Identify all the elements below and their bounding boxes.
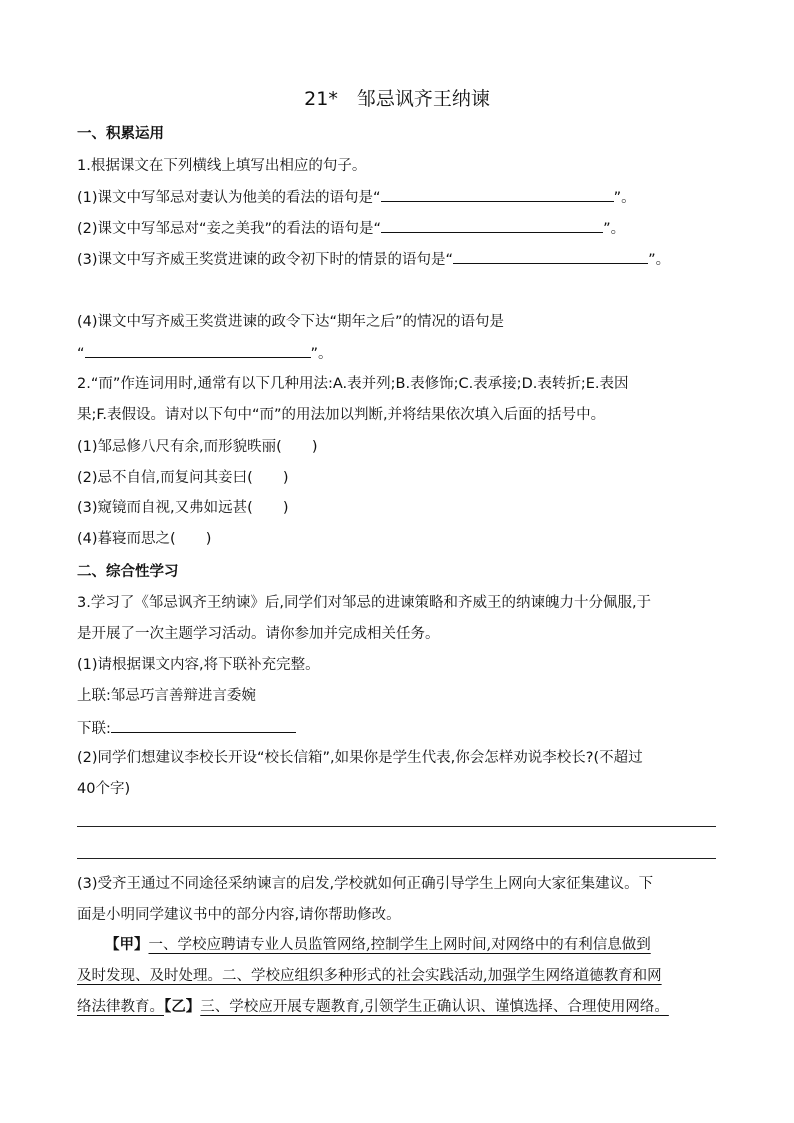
passage-line-3: 络法律教育。【乙】三、学校应开展专题教育,引领学生正确认识、谨慎选择、合理使用网络。 bbox=[77, 998, 669, 1015]
passage-line-1: 【甲】一、学校应聘请专业人员监管网络,控制学生上网时间,对网络中的有利信息做到 bbox=[105, 936, 651, 953]
question-1-item-1: (1)课文中写邹忌对妻认为他美的看法的语句是“ ”。 bbox=[77, 186, 636, 208]
fill-blank-1[interactable] bbox=[381, 186, 614, 202]
question-1-item-3: (3)课文中写齐威王奖赏进谏的政令初下时的情景的语句是“ ”。 bbox=[77, 248, 670, 270]
section-heading-comprehensive: 二、综合性学习 bbox=[77, 564, 179, 580]
question-3-stem-line-2: 是开展了一次主题学习活动。请你参加并完成相关任务。 bbox=[77, 626, 440, 642]
answer-line-1[interactable] bbox=[77, 826, 716, 827]
fill-blank-2[interactable] bbox=[381, 217, 603, 233]
question-1-stem: 1.根据课文在下列横线上填写出相应的句子。 bbox=[77, 158, 367, 174]
question-2-item-3: (3)窥镜而自视,又弗如远甚( ) bbox=[77, 500, 289, 516]
couplet-upper: 上联:邹忌巧言善辩进言委婉 bbox=[77, 688, 256, 704]
question-3-sub-3-line-1: (3)受齐王通过不同途径采纳谏言的启发,学校就如何正确引导学生上网向大家征集建议。下 bbox=[77, 876, 654, 892]
question-1-item-2: (2)课文中写邹忌对“妾之美我”的看法的语句是“ ”。 bbox=[77, 217, 625, 239]
section-heading-accumulation: 一、积累运用 bbox=[77, 126, 164, 142]
question-1-item-4-answer: “ ”。 bbox=[77, 342, 333, 364]
couplet-lower-blank[interactable] bbox=[111, 717, 296, 733]
question-3-sub-2-line-1: (2)同学们想建议李校长开设“校长信箱”,如果你是学生代表,你会怎样劝说李校长?(不超过 bbox=[77, 750, 643, 766]
question-3-stem-line-1: 3.学习了《邹忌讽齐王纳谏》后,同学们对邹忌的进谏策略和齐威王的纳谏魄力十分佩服,于 bbox=[77, 595, 652, 611]
question-3-sub-1: (1)请根据课文内容,将下联补充完整。 bbox=[77, 657, 320, 673]
fill-blank-3[interactable] bbox=[453, 248, 648, 264]
couplet-lower: 下联: bbox=[77, 717, 296, 739]
question-2-item-2: (2)忌不自信,而复问其妾曰( ) bbox=[77, 470, 289, 486]
passage-line-2: 及时发现、及时处理。二、学校应组织多种形式的社会实践活动,加强学生网络道德教育和网 bbox=[77, 968, 662, 984]
question-2-stem-line-2: 果;F.表假设。请对以下句中“而”的用法加以判断,并将结果依次填入后面的括号中。 bbox=[77, 407, 606, 423]
page-title: 21* 邹忌讽齐王纳谏 bbox=[304, 88, 490, 110]
question-1-item-4: (4)课文中写齐威王奖赏进谏的政令下达“期年之后”的情况的语句是 bbox=[77, 314, 505, 330]
answer-line-2[interactable] bbox=[77, 858, 716, 859]
question-3-sub-3-line-2: 面是小明同学建议书中的部分内容,请你帮助修改。 bbox=[77, 907, 401, 923]
question-2-stem-line-1: 2.“而”作连词用时,通常有以下几种用法:A.表并列;B.表修饰;C.表承接;D.表转折;E.表因 bbox=[77, 376, 629, 392]
fill-blank-4[interactable] bbox=[85, 342, 311, 358]
question-3-sub-2-line-2: 40个字) bbox=[77, 781, 131, 797]
question-2-item-4: (4)暮寝而思之( ) bbox=[77, 531, 212, 547]
question-2-item-1: (1)邹忌修八尺有余,而形貌昳丽( ) bbox=[77, 439, 318, 455]
